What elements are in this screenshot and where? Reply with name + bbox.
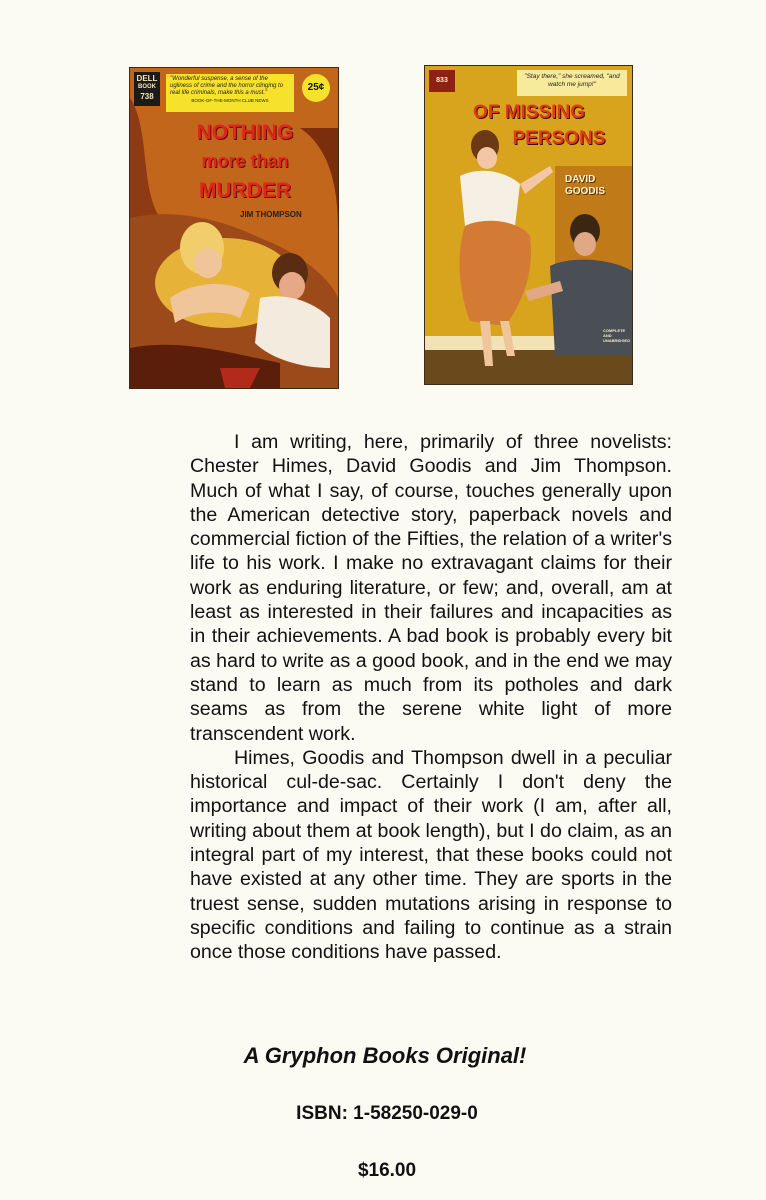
price: $16.00 [357,1160,417,1181]
cover-price-badge: 25¢ [302,74,330,102]
cover-nothing-more-than-murder [130,68,338,388]
cover-imprint: COMPLETE AND UNABRIDGED [603,328,631,343]
description-text [190,430,672,965]
paragraph: I am writing, here, primarily of three novelists: Chester Himes, David Goodis and Jim Thompson. Much of what I say, of course, touches generally upon the American detective story, paperback novels and commercial fiction of the Fifties, the relation of a writer's life to his work. I make no extravagant claims for their work as enduring literature, or few; and, overall, am at least as interested in their failures and incapacities as in their achievements. A bad book is probably every bit as hard to write as a good book, and in the end we may stand to learn as much from its potholes and dark seams as from the serene white light of more transcendent work. [190,431,672,745]
cover-blurb: "Stay there," she screamed, "and watch me jump!" [517,70,627,96]
cover-title: NOTHING more than MURDER [196,121,294,202]
cover-art-left [130,68,338,388]
cover-of-missing-persons [425,66,632,384]
cover-blurb: "Wonderful suspense, a sense of the ugliness of crime and the horror clinging to real life criminals, make this a must." BOOK-OF-THE-MONTH CLUB NEWS [166,74,294,112]
cover-author: JIM THOMPSON [240,210,302,219]
cover-author: DAVID GOODIS [565,174,606,197]
pocket-books-logo: 833 [429,70,455,92]
publisher-tagline: A Gryphon Books Original! [243,1043,527,1068]
paragraph: Himes, Goodis and Thompson dwell in a peculiar historical cul-de-sac. Certainly I don't deny the importance and impact of their work (I am, after all, writing about them at book length), but I do claim, as an integral part of my interest, that these books could not have existed at any other time. They are sports in the truest sense, sudden mutations arising in response to specific conditions and failing to continue as a strain once those conditions have passed. [190,746,672,964]
dell-logo: DELL BOOK 738 [134,72,160,106]
isbn: ISBN: 1-58250-029-0 [296,1103,478,1124]
cover-title: OF MISSING PERSONS [473,102,606,149]
